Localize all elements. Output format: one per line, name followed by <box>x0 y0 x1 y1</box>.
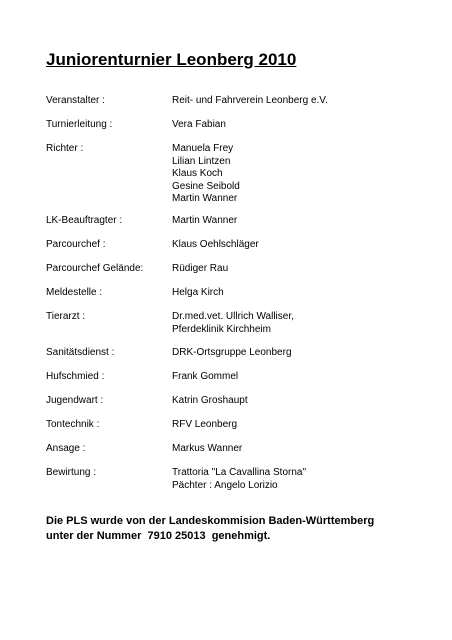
row-values <box>172 371 238 384</box>
row-value: RFV Leonberg <box>172 419 238 430</box>
page-title: Juniorenturnier Leonberg 2010 <box>46 50 297 69</box>
row-value: DRK-Ortsgruppe Leonberg <box>172 347 292 358</box>
approval-line: Die PLS wurde von der Landeskommision Baden-Württemberg <box>46 515 375 527</box>
row-label: Hufschmied : <box>46 371 105 382</box>
row-label: Parcourchef Gelände: <box>46 263 144 274</box>
row-label: LK-Beauftragter : <box>46 215 123 226</box>
row-value: Markus Wanner <box>172 443 243 454</box>
row-value: Pächter : Angelo Lorizio <box>172 479 278 491</box>
row-value: Manuela Frey <box>172 143 234 154</box>
row-values <box>172 347 292 360</box>
approval-note <box>46 514 374 544</box>
row-values <box>172 143 240 206</box>
row-label: Veranstalter : <box>46 95 105 106</box>
row-value: Klaus Oehlschläger <box>172 239 259 250</box>
row-value: Reit- und Fahrverein Leonberg e.V. <box>172 95 328 106</box>
row-values <box>172 443 242 456</box>
row-label: Richter : <box>46 143 84 154</box>
row-value: Vera Fabian <box>172 119 226 130</box>
row-value: Klaus Koch <box>172 168 223 179</box>
row-value: Lilian Lintzen <box>172 155 231 167</box>
row-label: Turnierleitung : <box>46 119 113 130</box>
row-values <box>172 419 237 432</box>
row-value: Frank Gommel <box>172 371 239 382</box>
row-label: Sanitätsdienst : <box>46 347 115 358</box>
row-label: Bewirtung : <box>46 467 97 478</box>
row-value: Trattoria "La Cavallina Storna" <box>172 467 307 478</box>
row-values <box>172 239 259 252</box>
row-label: Tierarzt : <box>46 311 86 322</box>
approval-line: unter der Nummer 7910 25013 genehmigt. <box>46 530 271 542</box>
row-value: Dr.med.vet. Ullrich Walliser, <box>172 311 294 322</box>
row-label: Parcourchef : <box>46 239 106 250</box>
row-label: Ansage : <box>46 443 86 454</box>
row-values <box>172 395 248 408</box>
row-values <box>172 95 328 108</box>
row-value: Martin Wanner <box>172 193 238 204</box>
row-values <box>172 311 294 336</box>
row-label: Tontechnik : <box>46 419 100 430</box>
row-values <box>172 467 306 492</box>
row-label: Jugendwart : <box>46 395 104 406</box>
row-value: Gesine Seibold <box>172 180 240 192</box>
row-value: Martin Wanner <box>172 215 238 226</box>
row-values <box>172 263 228 276</box>
row-value: Rüdiger Rau <box>172 263 229 274</box>
row-label: Meldestelle : <box>46 287 103 298</box>
row-values <box>172 215 237 228</box>
row-values <box>172 287 224 300</box>
row-value: Katrin Groshaupt <box>172 395 248 406</box>
row-value: Pferdeklinik Kirchheim <box>172 323 271 335</box>
row-values <box>172 119 226 132</box>
row-value: Helga Kirch <box>172 287 224 298</box>
